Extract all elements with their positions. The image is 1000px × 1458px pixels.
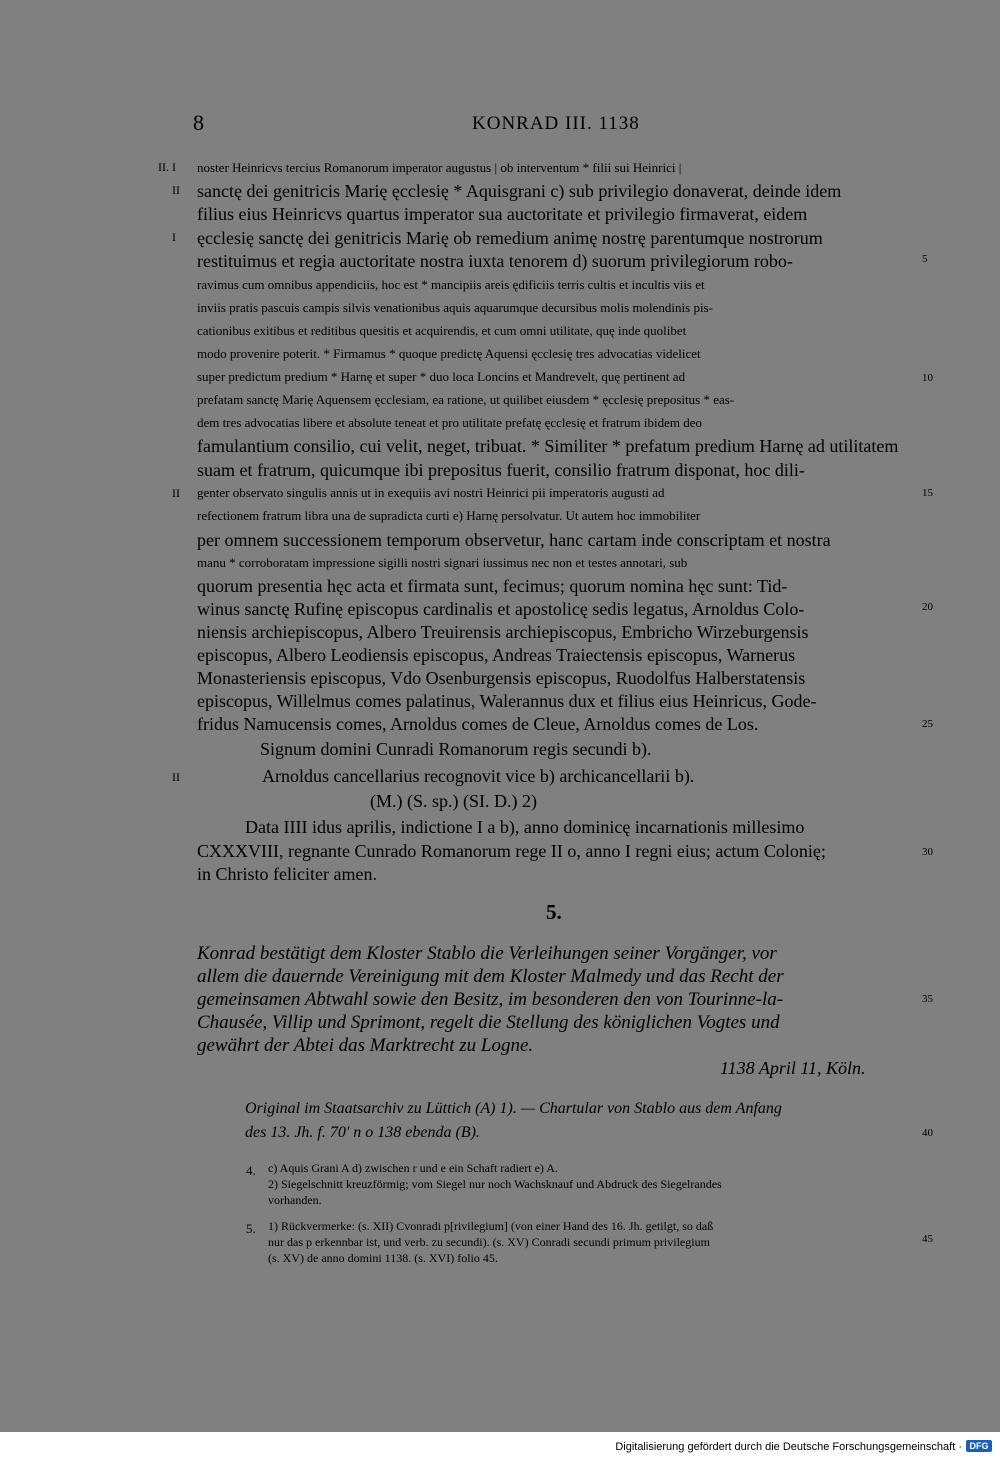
charter-line: episcopus, Willelmus comes palatinus, Walerannus dux et filius eius Heinricus, Gode- <box>197 691 817 711</box>
charter-line: Monasteriensis episcopus, Vdo Osenburgensis episcopus, Ruodolfus Halberstatensis <box>197 668 806 688</box>
note-number: 5. <box>246 1221 256 1236</box>
charter-line: (M.) (S. sp.) (SI. D.) 2) <box>370 791 537 811</box>
regest-line: Konrad bestätigt dem Kloster Stablo die Verleihungen seiner Vorgänger, vor <box>197 943 777 964</box>
margin-mark: II <box>172 486 180 500</box>
charter-line: refectionem fratrum libra una de supradicta curti e) Harnę persolvatur. Ut autem hoc immobiliter <box>197 508 701 523</box>
line-number: 30 <box>922 846 933 858</box>
line-number: 40 <box>922 1127 933 1139</box>
tradition-line: des 13. Jh. f. 70' n o 138 ebenda (B). <box>245 1124 480 1141</box>
margin-mark: I <box>172 230 176 244</box>
regest-line: gewährt der Abtei das Marktrecht zu Logne. <box>197 1035 534 1056</box>
regest-line: Chausée, Villip und Sprimont, regelt die Stellung des königlichen Vogtes und <box>197 1012 780 1033</box>
charter-line: manu * corroboratam impressione sigilli nostri signari iussimus nec non et testes annotari, sub <box>197 555 688 570</box>
charter-line: Arnoldus cancellarius recognovit vice b) archicancellarii b). <box>262 766 695 786</box>
note-number: 4. <box>246 1163 256 1178</box>
digitization-footer <box>0 1432 1000 1458</box>
line-number: 15 <box>922 487 933 499</box>
note-line: vorhanden. <box>268 1193 322 1207</box>
charter-line: CXXXVIII, regnante Cunrado Romanorum rege II o, anno I regni eius; actum Colonię; <box>197 841 826 861</box>
margin-mark: II <box>172 183 180 197</box>
charter-line: per omnem successionem temporum observetur, hanc cartam inde conscriptam et nostra <box>197 530 831 550</box>
charter-line: niensis archiepiscopus, Albero Treuirensis archiepiscopus, Embricho Wirzeburgensis <box>197 622 809 642</box>
line-number: 20 <box>922 601 933 613</box>
charter-line: quorum presentia hęc acta et firmata sunt, fecimus; quorum nomina hęc sunt: Tid- <box>197 576 788 596</box>
charter-line: inviis pratis pascuis campis silvis venationibus aquis aquarumque decursibus molis molendinis pis- <box>197 300 713 315</box>
charter-line: modo provenire poterit. * Firmamus * quoque predictę Aquensi ęcclesię tres advocatias videlicet <box>197 346 701 361</box>
charter-line: genter observato singulis annis ut in exequiis avi nostri Heinrici pii imperatoris augusti ad <box>197 485 665 500</box>
dfg-logo: DFG <box>966 1440 992 1452</box>
document-number: 5. <box>546 900 562 924</box>
charter-line: ravimus cum omnibus appendiciis, hoc est * mancipiis areis ędificiis terris cultis et incultis viis et <box>197 277 705 292</box>
charter-line: episcopus, Albero Leodiensis episcopus, Andreas Traiectensis episcopus, Warnerus <box>197 645 796 665</box>
charter-line: in Christo feliciter amen. <box>197 864 377 884</box>
charter-line: super predictum predium * Harnę et super * duo loca Loncins et Mandrevelt, quę pertinent ad <box>197 369 686 384</box>
note-line: nur das p erkennbar ist, und verb. zu secundi). (s. XV) Conradi secundi primum privilegium <box>268 1235 710 1249</box>
charter-line: Data IIII idus aprilis, indictione I a b), anno dominicę incarnationis millesimo <box>245 817 805 837</box>
charter-line: winus sanctę Rufinę episcopus cardinalis et apostolicę sedis legatus, Arnoldus Colo- <box>197 599 805 619</box>
charter-line: restituimus et regia auctoritate nostra iuxta tenorem d) suorum privilegiorum robo- <box>197 251 793 271</box>
charter-line: filius eius Heinricvs quartus imperator sua auctoritate et privilegio firmaverat, eidem <box>197 204 808 224</box>
regest-line: gemeinsamen Abtwahl sowie den Besitz, im besonderen den von Tourinne-la- <box>197 989 784 1010</box>
margin-mark: II <box>172 770 180 784</box>
footer-text: Digitalisierung gefördert durch die Deutsche Forschungsgemeinschaft · <box>615 1441 962 1453</box>
charter-line: Signum domini Cunradi Romanorum regis secundi b). <box>260 739 652 759</box>
line-number: 5 <box>922 253 928 265</box>
charter-line: fridus Namucensis comes, Arnoldus comes de Cleue, Arnoldus comes de Los. <box>197 714 759 734</box>
note-line: (s. XV) de anno domini 1138. (s. XVI) folio 45. <box>268 1251 498 1265</box>
line-number: 10 <box>922 372 933 384</box>
running-title: KONRAD III. 1138 <box>472 113 640 134</box>
note-line: 2) Siegelschnitt kreuzförmig; vom Siegel nur noch Wachsknauf und Abdruck des Siegelrandes <box>268 1177 722 1191</box>
regest-line: allem die dauernde Vereinigung mit dem Kloster Malmedy und das Recht der <box>197 966 784 987</box>
line-number: 25 <box>922 718 933 730</box>
line-number: 45 <box>922 1233 933 1245</box>
note-line: 1) Rückvermerke: (s. XII) Cvonradi p[rivilegium] (von einer Hand des 16. Jh. getilgt, so daß <box>268 1219 714 1233</box>
charter-line: noster Heinricvs tercius Romanorum imperator augustus | ob interventum * filii sui Heinrici | <box>197 160 682 175</box>
tradition-line: Original im Staatsarchiv zu Lüttich (A) 1). — Chartular von Stablo aus dem Anfang <box>245 1100 782 1117</box>
charter-line: sanctę dei genitricis Marię ęcclesię * Aquisgrani c) sub privilegio donaverat, deinde idem <box>197 181 842 201</box>
charter-line: cationibus exitibus et reditibus quesitis et acquirendis, et cum omni utilitate, quę inde quolibet <box>197 323 687 338</box>
charter-line: prefatam sanctę Marię Aquensem ęcclesiam, ea ratione, ut quilibet eiusdem * ęcclesię prepositus * eas- <box>197 392 735 407</box>
margin-mark: II. I <box>158 160 176 174</box>
line-number: 35 <box>922 993 933 1005</box>
date-place: 1138 April 11, Köln. <box>720 1058 866 1078</box>
note-line: c) Aquis Grani A d) zwischen r und e ein Schaft radiert e) A. <box>268 1161 558 1175</box>
charter-line: famulantium consilio, cui velit, neget, tribuat. * Similiter * prefatum predium Harnę ad utilitatem <box>197 436 899 456</box>
charter-line: ęcclesię sanctę dei genitricis Marię ob remedium animę nostrę parentumque nostrorum <box>197 228 823 248</box>
charter-line: dem tres advocatias libere et absolute teneat et pro utilitate prefatę ęcclesię et fratrum ibidem deo <box>197 415 702 430</box>
charter-line: suam et fratrum, quicumque ibi prepositus fuerit, consilio fratrum disponat, hoc dili- <box>197 460 805 480</box>
page-number: 8 <box>193 110 204 135</box>
